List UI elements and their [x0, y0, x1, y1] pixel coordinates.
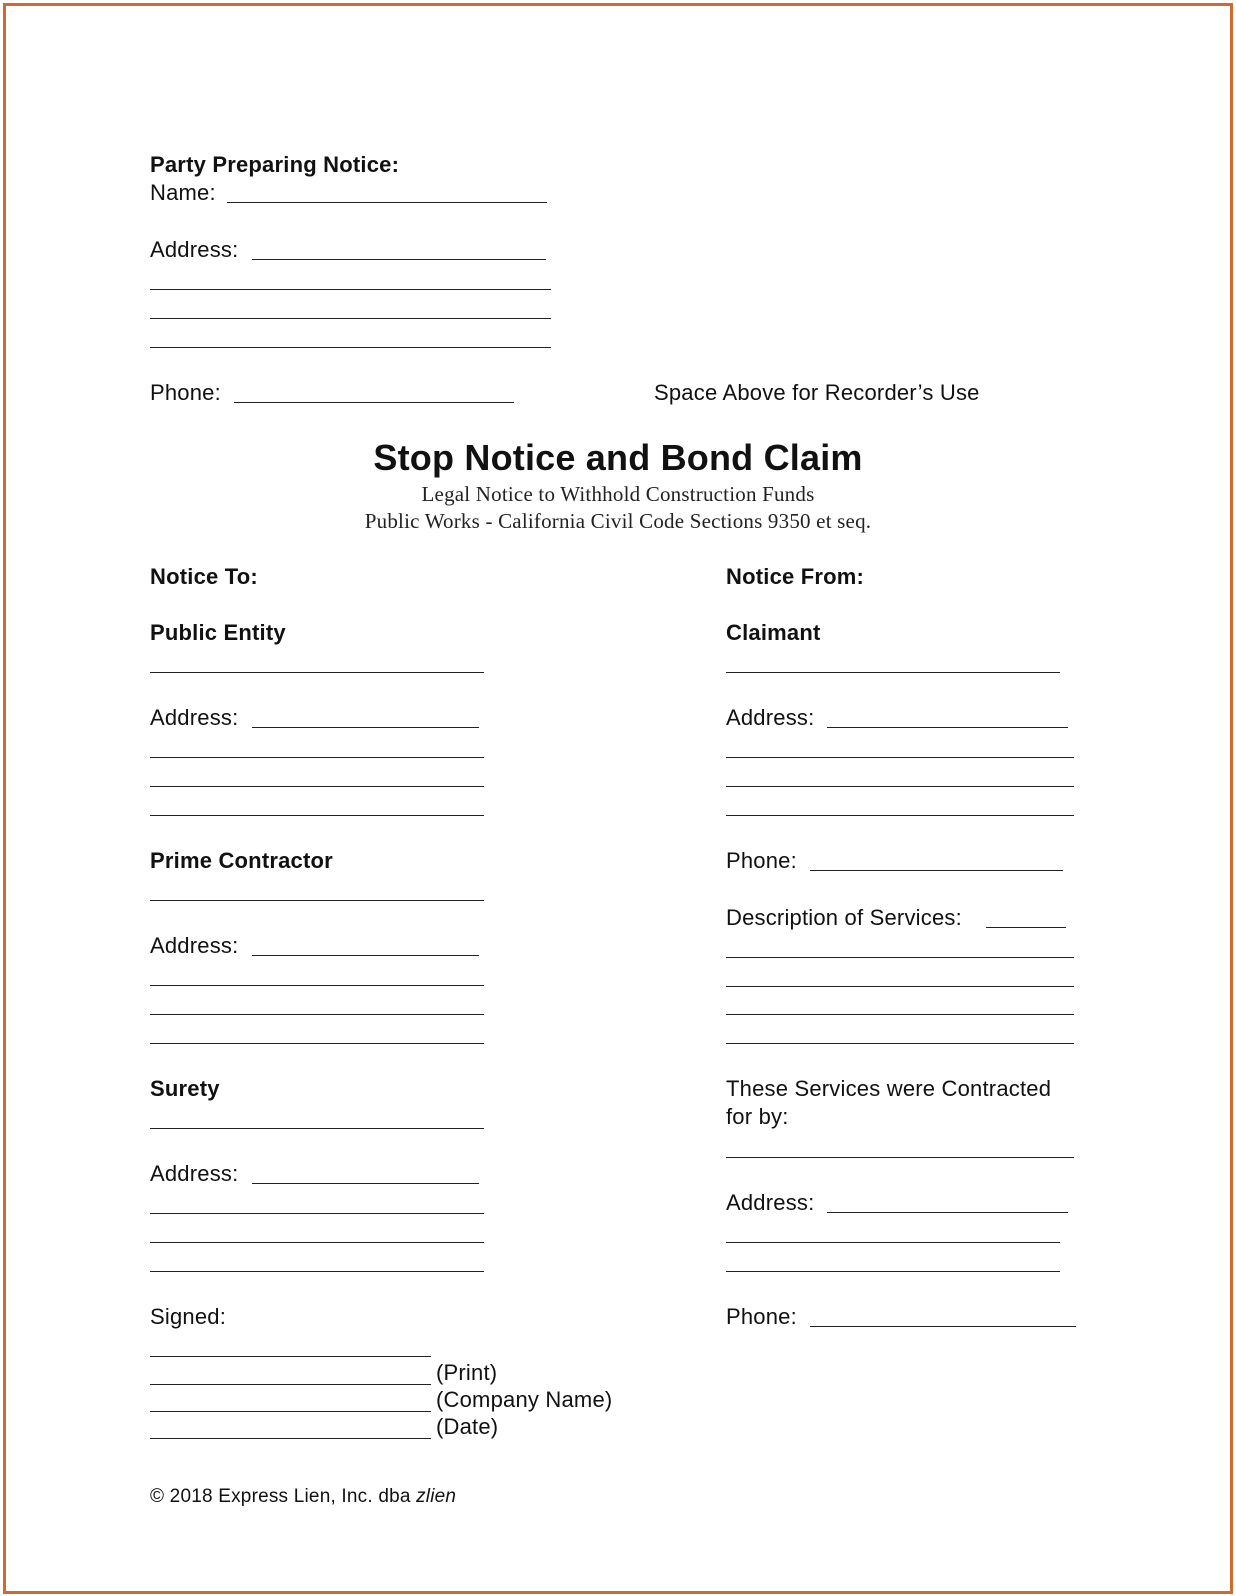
preparer-address-line[interactable]: [150, 347, 551, 348]
description-line[interactable]: [726, 1014, 1074, 1015]
claimant-address-line[interactable]: [726, 815, 1074, 816]
company-name-label: (Company Name): [436, 1387, 613, 1412]
preparer-name-label: Name:: [150, 180, 216, 205]
surety-address-line[interactable]: [150, 1213, 484, 1214]
contracted-by-phone-field[interactable]: [810, 1326, 1076, 1327]
claimant-address-label: Address:: [726, 705, 815, 730]
public-entity-address-label: Address:: [150, 705, 239, 730]
contracted-by-address-line[interactable]: [726, 1271, 1060, 1272]
preparer-address-label: Address:: [150, 237, 239, 262]
prime-contractor-address-line[interactable]: [150, 1014, 484, 1015]
subtitle-code-sections: Public Works - California Civil Code Sections 9350 et seq.: [364, 509, 872, 533]
claimant-heading: Claimant: [726, 620, 821, 645]
print-name-field[interactable]: [150, 1384, 431, 1385]
description-line[interactable]: [726, 986, 1074, 987]
prime-contractor-address-line[interactable]: [150, 985, 484, 986]
surety-name-field[interactable]: [150, 1128, 484, 1129]
preparer-name-field[interactable]: [227, 202, 547, 203]
claimant-address-line[interactable]: [726, 757, 1074, 758]
contracted-by-address-label: Address:: [726, 1190, 815, 1215]
contracted-by-label-line2: for by:: [726, 1104, 789, 1129]
prime-contractor-address-line[interactable]: [150, 1043, 484, 1044]
public-entity-heading: Public Entity: [150, 620, 286, 645]
page-title: Stop Notice and Bond Claim: [373, 437, 863, 478]
preparer-address-line[interactable]: [150, 289, 551, 290]
surety-address-line[interactable]: [150, 1242, 484, 1243]
prime-contractor-name-field[interactable]: [150, 900, 484, 901]
preparer-address-line[interactable]: [150, 318, 551, 319]
date-field[interactable]: [150, 1438, 431, 1439]
surety-address-label: Address:: [150, 1161, 239, 1186]
claimant-address-line[interactable]: [726, 786, 1074, 787]
notice-to-heading: Notice To:: [150, 564, 258, 589]
prime-contractor-heading: Prime Contractor: [150, 848, 333, 873]
recorder-note: Space Above for Recorder’s Use: [654, 380, 980, 405]
contracted-by-address-line[interactable]: [726, 1242, 1060, 1243]
description-line[interactable]: [726, 1043, 1074, 1044]
print-label: (Print): [436, 1360, 498, 1385]
notice-from-heading: Notice From:: [726, 564, 865, 589]
claimant-name-field[interactable]: [726, 672, 1060, 673]
claimant-phone-field[interactable]: [810, 870, 1063, 871]
prime-contractor-address-field[interactable]: [252, 955, 479, 956]
contracted-by-phone-label: Phone:: [726, 1304, 797, 1329]
preparer-address-field[interactable]: [252, 259, 546, 260]
description-line[interactable]: [726, 957, 1074, 958]
public-entity-address-line[interactable]: [150, 815, 484, 816]
description-label: Description of Services:: [726, 905, 962, 930]
company-name-field[interactable]: [150, 1411, 431, 1412]
public-entity-address-line[interactable]: [150, 757, 484, 758]
preparer-phone-label: Phone:: [150, 380, 221, 405]
surety-address-line[interactable]: [150, 1271, 484, 1272]
copyright-text: © 2018 Express Lien, Inc. dba: [150, 1486, 411, 1507]
signature-field[interactable]: [150, 1356, 431, 1357]
date-label: (Date): [436, 1414, 499, 1439]
surety-address-field[interactable]: [252, 1183, 479, 1184]
public-entity-address-field[interactable]: [252, 727, 479, 728]
preparer-phone-field[interactable]: [234, 402, 514, 403]
brand-name: zlien: [416, 1486, 457, 1507]
contracted-by-address-field[interactable]: [827, 1212, 1068, 1213]
contracted-by-label-line1: These Services were Contracted: [726, 1076, 1052, 1101]
claimant-address-field[interactable]: [827, 727, 1068, 728]
subtitle-legal-notice: Legal Notice to Withhold Construction Funds: [421, 482, 815, 506]
public-entity-name-field[interactable]: [150, 672, 484, 673]
prime-contractor-address-label: Address:: [150, 933, 239, 958]
claimant-phone-label: Phone:: [726, 848, 797, 873]
surety-heading: Surety: [150, 1076, 220, 1101]
public-entity-address-line[interactable]: [150, 786, 484, 787]
signed-label: Signed:: [150, 1304, 227, 1329]
footer-copyright: [150, 1484, 456, 1510]
preparer-heading: Party Preparing Notice:: [150, 152, 400, 177]
contracted-by-name-field[interactable]: [726, 1157, 1074, 1158]
description-field[interactable]: [986, 927, 1066, 928]
